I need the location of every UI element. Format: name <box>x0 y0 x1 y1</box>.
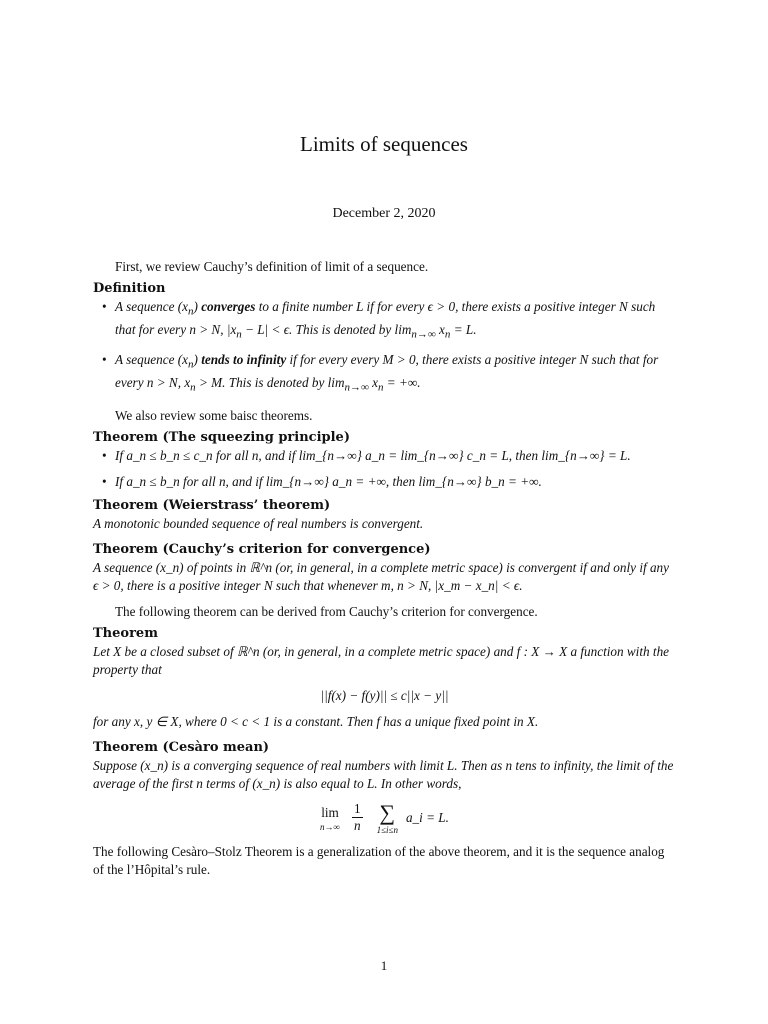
term-tends-to-infinity: tends to infinity <box>201 352 287 368</box>
squeeze-list <box>93 447 676 491</box>
definition-heading: Definition <box>93 281 166 296</box>
weierstrass-heading: Theorem (Weierstrass’ theorem) <box>93 497 331 513</box>
review-paragraph: We also review some baisc theorems. <box>115 407 313 423</box>
limit-operator: lim n→∞ <box>320 804 340 832</box>
definition-item-converges: • A sequence $(x_n)$ converges to a finite number L if for every ϵ > 0, there exists a positive integer N such that for every n > N, $|x_n - L| < \epsilon$. This is denoted by $\lim_{n\to\infty} x_n = L$. <box>115 298 676 343</box>
closing-paragraph: The following Cesàro–Stolz Theorem is a generalization of the above theorem, and it is the sequence analog of the l’Hôpital’s rule. <box>93 843 665 877</box>
weierstrass-text: A monotonic bounded sequence of real numbers is convergent. <box>93 515 424 531</box>
paper-body <box>93 258 676 879</box>
fixed-point-text: Let X be a closed subset of ℝ^n (or, in general, in a complete metric space) and f : X → X a function with the property that <box>93 643 670 677</box>
cauchy-heading: Theorem (Cauchy’s criterion for convergence) <box>93 541 431 557</box>
contraction-equation: ||f(x) − f(y)|| ≤ c||x − y|| <box>320 687 449 703</box>
cesaro-heading: Theorem (Cesàro mean) <box>93 739 270 755</box>
cauchy-text: A sequence (x_n) of points in ℝ^n (or, in general, in a complete metric space) is convergent if and only if any ϵ > 0, there is a positive integer N such that whenever m, n > N, |x_m − x_n| < ϵ. <box>93 559 669 593</box>
term-converges: converges <box>201 299 256 314</box>
fixed-point-conclusion: for any x, y ∈ X, where 0 < c < 1 is a constant. Then f has a unique fixed point in X. <box>93 713 539 729</box>
derived-paragraph: The following theorem can be derived from Cauchy’s criterion for convergence. <box>115 603 538 619</box>
paper-date: December 2, 2020 <box>332 206 436 221</box>
definition-list <box>93 298 676 397</box>
cesaro-equation <box>93 801 676 835</box>
squeeze-item-2: • If a_n ≤ b_n for all n, and if lim_{n→∞} a_n = +∞, then lim_{n→∞} b_n = +∞. <box>115 473 676 491</box>
definition-item-infinity: • A sequence $(x_n)$ tends to infinity if for every every M > 0, there exists a positive integer N such that for every n > N, $x_n > M$. This is denoted by $\lim_{n\to\infty} x_n$ = +∞. <box>115 351 676 396</box>
squeeze-item-1: • If a_n ≤ b_n ≤ c_n for all n, and if lim_{n→∞} a_n = lim_{n→∞} c_n = L, then lim_{n→∞} = L. <box>115 447 676 465</box>
equation-rhs: a_i = L. <box>405 809 449 825</box>
intro-paragraph: First, we review Cauchy’s definition of limit of a sequence. <box>115 259 429 274</box>
fraction: $\frac{1}{n}$ <box>353 801 361 834</box>
paper-title: Limits of sequences <box>300 132 468 156</box>
fixed-point-heading: Theorem <box>93 625 158 641</box>
cesaro-text: Suppose (x_n) is a converging sequence of real numbers with limit L. Then as n tens to infinity, the limit of the average of the first n terms of (x_n) is also equal to L. In other words, <box>93 757 674 791</box>
page-number: 1 <box>380 958 388 973</box>
summation: ∑ 1≤i≤n <box>376 799 398 835</box>
squeeze-heading: Theorem (The squeezing principle) <box>93 429 350 445</box>
